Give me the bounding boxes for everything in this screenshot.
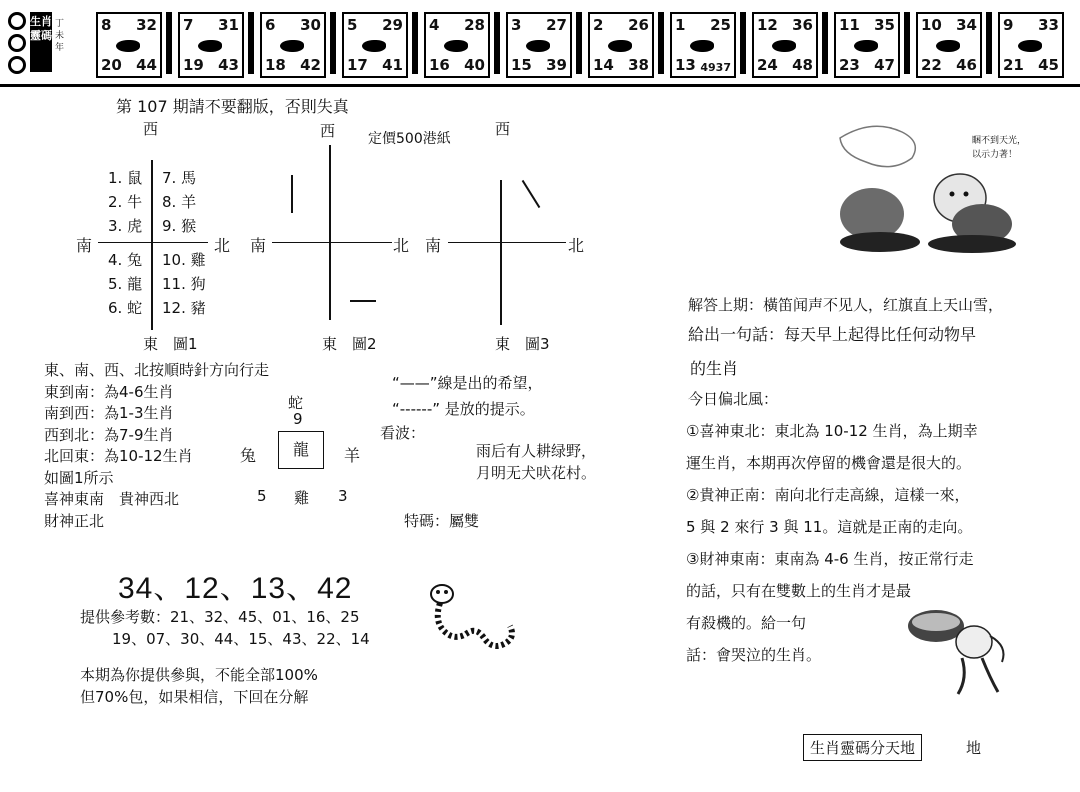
- zodiac-silhouette-icon: [608, 40, 632, 52]
- number-cell: [752, 12, 818, 78]
- cell-divider: [248, 12, 254, 74]
- zodiac-silhouette-icon: [280, 40, 304, 52]
- answer-line-3: 的生肖: [690, 359, 739, 378]
- answer-line-1: 解答上期：橫笛闻声不见人，红旗直上天山雪，: [688, 296, 1004, 314]
- cell-divider: [740, 12, 746, 74]
- fig3-vertical-axis: [500, 180, 502, 325]
- point-2b: 5 與 2 來行 3 與 11。這就是正南的走向。: [686, 518, 973, 536]
- fig2-hope-line: [350, 300, 376, 302]
- cell-number: 33: [1038, 16, 1059, 34]
- cell-number: 15: [511, 56, 532, 74]
- cell-number: 29: [382, 16, 403, 34]
- cell-number: 7: [183, 16, 194, 34]
- circle-icon: [8, 12, 26, 30]
- cell-number: 31: [218, 16, 239, 34]
- grid-center: 龍: [278, 431, 324, 469]
- grid-top-num: 9: [293, 410, 303, 428]
- disclaimer-line-2: 但70%包，如果相信，下回在分解: [80, 688, 309, 706]
- cell-number: 20: [101, 56, 122, 74]
- zodiac-item: 10. 雞: [162, 251, 206, 269]
- zodiac-silhouette-icon: [362, 40, 386, 52]
- fig3-horizontal-axis: [448, 242, 566, 243]
- fig3-west: 西: [495, 120, 511, 138]
- special-code: 特碼：屬雙: [404, 512, 480, 530]
- cell-number: 19: [183, 56, 204, 74]
- cell-number: 16: [429, 56, 450, 74]
- today-wind: 今日偏北風：: [688, 390, 779, 408]
- point-3d: 話：會哭泣的生肖。: [686, 646, 822, 664]
- point-1b: 運生肖，本期再次停留的機會還是很大的。: [686, 454, 972, 472]
- zodiac-item: 2. 牛: [108, 193, 143, 211]
- answer-line-2: 給出一句話：每天早上起得比任何动物早: [688, 325, 977, 344]
- grid-bottom-left: 5: [257, 487, 267, 505]
- cell-number: 45: [1038, 56, 1059, 74]
- point-3a: ③財神東南：東南為 4-6 生肖，按正常行走: [686, 550, 974, 568]
- poem-line-2: 月明无犬吠花村。: [476, 464, 597, 482]
- rule-line: 北回東：為10-12生肖: [44, 447, 193, 465]
- number-cell: [588, 12, 654, 78]
- fig2-label: 東 圖2: [322, 335, 377, 353]
- rule-line: 西到北：為7-9生肖: [44, 425, 174, 444]
- zodiac-silhouette-icon: [936, 40, 960, 52]
- grid-left: 兔: [240, 446, 257, 465]
- fig1-north: 北: [214, 236, 231, 255]
- cell-divider: [166, 12, 172, 74]
- zodiac-item: 4. 兔: [108, 251, 143, 269]
- number-cell: [260, 12, 326, 78]
- cell-number: 24: [757, 56, 778, 74]
- cell-divider: [986, 12, 992, 74]
- fig1-west: 西: [143, 120, 159, 138]
- cell-number: 3: [511, 16, 522, 34]
- zodiac-silhouette-icon: [772, 40, 796, 52]
- legend-solid: “——”線是出的希望，: [392, 374, 543, 392]
- number-cell: [178, 12, 244, 78]
- number-cell: [834, 12, 900, 78]
- rule-line: 財神正北: [44, 511, 105, 530]
- header-strip: [0, 0, 1080, 87]
- dog-illustration: [902, 596, 1014, 700]
- zodiac-item: 8. 羊: [162, 193, 197, 211]
- cell-number: 34: [956, 16, 977, 34]
- zodiac-item: 7. 馬: [162, 169, 197, 187]
- cell-number: 14: [593, 56, 614, 74]
- cell-number: 38: [628, 56, 649, 74]
- cell-divider: [904, 12, 910, 74]
- cell-number: 40: [464, 56, 485, 74]
- zodiac-item: 12. 豬: [162, 299, 206, 317]
- cell-number: 18: [265, 56, 286, 74]
- number-cell: [998, 12, 1064, 78]
- zodiac-item: 3. 虎: [108, 217, 143, 235]
- cell-number: 8: [101, 16, 112, 34]
- cell-number: 43: [218, 56, 239, 74]
- legend-dashed: “------” 是放的提示。: [392, 400, 535, 418]
- cell-number: 17: [347, 56, 368, 74]
- brand-title: 生肖靈碼: [30, 12, 52, 72]
- point-3c: 有殺機的。給一句: [686, 614, 807, 632]
- cell-divider: [330, 12, 336, 74]
- cell-number: 5: [347, 16, 358, 34]
- fig1-south: 南: [76, 236, 93, 255]
- cell-number: 26: [628, 16, 649, 34]
- number-cell: [916, 12, 982, 78]
- cell-number: 11: [839, 16, 860, 34]
- zodiac-item: 1. 鼠: [108, 169, 143, 187]
- fig1-label: 東 圖1: [143, 335, 198, 353]
- grid-top: 蛇: [288, 394, 304, 412]
- cell-number: 32: [136, 16, 157, 34]
- zodiac-silhouette-icon: [116, 40, 140, 52]
- notice: 第 107 期請不要翻版，否則失真: [116, 97, 349, 116]
- cell-divider: [412, 12, 418, 74]
- grid-bottom: 雞: [294, 489, 310, 507]
- fig3-south: 南: [425, 236, 442, 255]
- rule-line: 如圖1所示: [44, 468, 114, 487]
- number-cell: [670, 12, 736, 78]
- zodiac-silhouette-icon: [444, 40, 468, 52]
- number-cell: [342, 12, 408, 78]
- cell-number: 44: [136, 56, 157, 74]
- fig3-hope-line: [522, 180, 541, 208]
- cartoon-illustration: [832, 118, 1062, 258]
- fig2-horizontal-axis: [272, 242, 392, 243]
- reference-numbers-line2: 19、07、30、44、15、43、22、14: [112, 630, 370, 648]
- grid-bottom-right: 3: [338, 487, 348, 505]
- cell-number: 48: [792, 56, 813, 74]
- zodiac-item: 11. 狗: [162, 275, 206, 293]
- year-note: 丁未年: [55, 19, 65, 53]
- rule-line: 喜神東南 貴神西北: [44, 490, 180, 508]
- point-2a: ②貴神正南：南向北行走高線，這樣一來，: [686, 486, 970, 504]
- disclaimer-line-1: 本期為你提供參與，不能全部100%: [80, 666, 318, 684]
- zodiac-silhouette-icon: [854, 40, 878, 52]
- cell-number: 22: [921, 56, 942, 74]
- snake-illustration: [424, 576, 524, 660]
- cell-number: 23: [839, 56, 860, 74]
- cell-number: 30: [300, 16, 321, 34]
- point-1a: ①喜神東北：東北為 10-12 生肖，為上期幸: [686, 422, 978, 440]
- cell-number: 47: [874, 56, 895, 74]
- zodiac-item: 6. 蛇: [108, 299, 143, 317]
- fig2-south: 南: [250, 236, 267, 255]
- number-cell: [424, 12, 490, 78]
- circle-icon: [8, 56, 26, 74]
- poem-line-1: 雨后有人耕绿野，: [476, 442, 597, 460]
- cell-number: 1: [675, 16, 686, 34]
- cell-number: 39: [546, 56, 567, 74]
- fig3-north: 北: [568, 236, 585, 255]
- cell-number: 27: [546, 16, 567, 34]
- point-3b: 的話，只有在雙數上的生肖才是最: [686, 582, 912, 600]
- fig2-hope-line: [291, 175, 293, 213]
- price-label: 定價500港紙: [368, 131, 451, 147]
- circle-icon: [8, 34, 26, 52]
- zodiac-silhouette-icon: [690, 40, 714, 52]
- cell-number: 28: [464, 16, 485, 34]
- rule-line: 東到南：為4-6生肖: [44, 382, 174, 401]
- cell-number: 41: [382, 56, 403, 74]
- cell-number: 4937: [700, 61, 731, 74]
- cell-number: 42: [300, 56, 321, 74]
- reference-numbers: 提供參考數：21、32、45、01、16、25: [80, 608, 360, 626]
- rule-line: 南到西：為1-3生肖: [44, 404, 174, 422]
- rule-line: 東、南、西、北按順時針方向行走: [44, 361, 270, 379]
- zodiac-silhouette-icon: [1018, 40, 1042, 52]
- zodiac-silhouette-icon: [526, 40, 550, 52]
- speech-bubble: 睏不到天光，以示力著！: [972, 136, 1027, 160]
- cell-number: 4: [429, 16, 440, 34]
- circle-decor: [8, 12, 26, 78]
- zodiac-list-right: [162, 166, 222, 320]
- cell-number: 10: [921, 16, 942, 34]
- grid-right: 羊: [344, 446, 361, 465]
- cell-number: 46: [956, 56, 977, 74]
- cell-number: 36: [792, 16, 813, 34]
- main-numbers: 34、12、13、42: [118, 572, 353, 605]
- cell-divider: [494, 12, 500, 74]
- zodiac-list-left: [108, 166, 158, 320]
- number-cell: [96, 12, 162, 78]
- cell-number: 12: [757, 16, 778, 34]
- fig3-label: 東 圖3: [495, 335, 550, 353]
- cell-divider: [822, 12, 828, 74]
- number-cell: [506, 12, 572, 78]
- fig2-vertical-axis: [329, 145, 331, 320]
- cell-divider: [658, 12, 664, 74]
- kanbo-label: 看波：: [380, 424, 426, 442]
- footer-tail: 地: [966, 739, 982, 757]
- cell-number: 6: [265, 16, 276, 34]
- fig2-west: 西: [320, 122, 336, 140]
- cell-number: 25: [710, 16, 731, 34]
- cell-number: 2: [593, 16, 604, 34]
- zodiac-item: 5. 龍: [108, 275, 143, 293]
- cell-number: 13: [675, 56, 696, 74]
- footer-box: 生肖靈碼分天地: [803, 734, 922, 761]
- cell-number: 35: [874, 16, 895, 34]
- zodiac-silhouette-icon: [198, 40, 222, 52]
- zodiac-item: 9. 猴: [162, 217, 197, 235]
- cell-divider: [576, 12, 582, 74]
- cell-number: 9: [1003, 16, 1014, 34]
- fig2-north: 北: [393, 236, 410, 255]
- cell-number: 21: [1003, 56, 1024, 74]
